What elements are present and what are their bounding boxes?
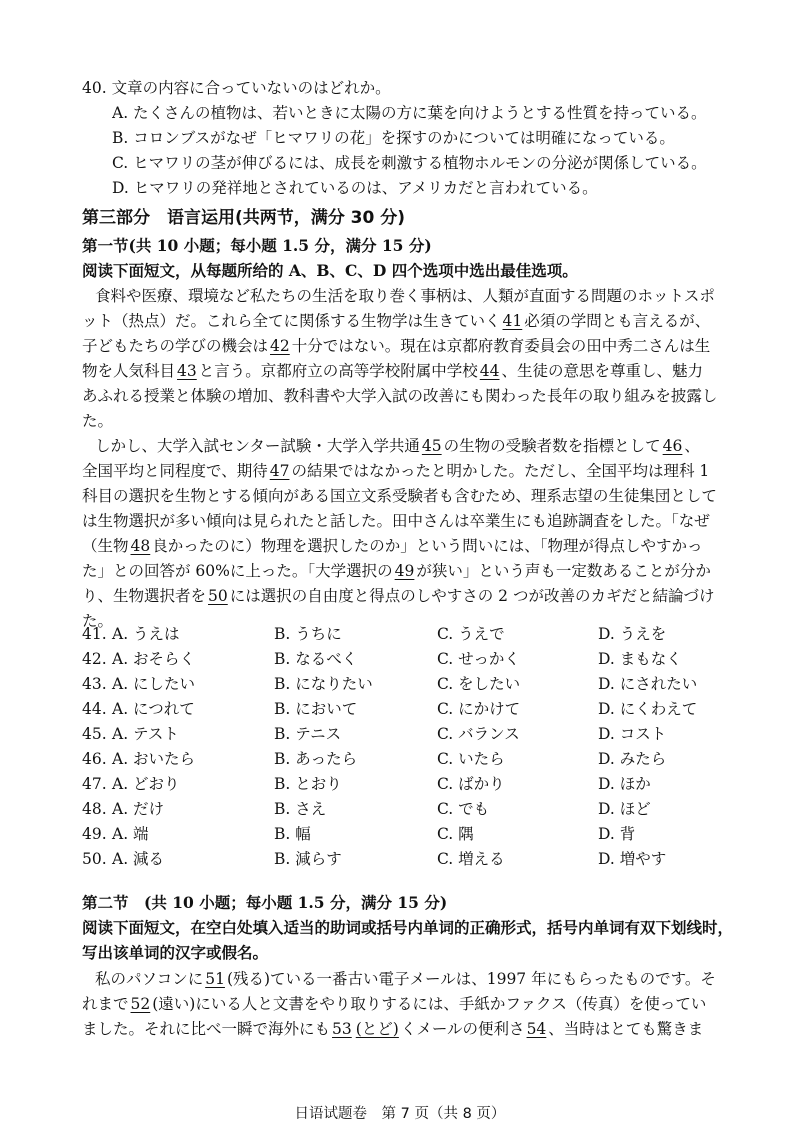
choice-number: 50. bbox=[82, 850, 107, 868]
choice-b: B. になりたい bbox=[274, 675, 373, 693]
choice-a: A. 端 bbox=[112, 825, 149, 843]
section1-title: 第一节(共 10 小题；每小题 1.5 分，满分 15 分) bbox=[82, 236, 432, 255]
choice-d: D. 背 bbox=[598, 825, 636, 843]
choice-number: 45. bbox=[82, 725, 107, 743]
choice-a: A. うえは bbox=[112, 625, 180, 643]
choice-number: 46. bbox=[82, 750, 107, 768]
passage2-line: た」との回答が 60%に上った。「大学選択の 49 が狭い」という声も一定数あることが分か bbox=[82, 559, 782, 583]
passage3-line: ました。それに比べ一瞬で海外にも 53 (とど) くメールの便利さ 54 、当時はとても驚きま bbox=[82, 1017, 782, 1041]
choice-row-42 bbox=[82, 647, 782, 671]
passage1-line: 食料や医療、環境など私たちの生活を取り巻く事柄は、人類が直面する問題のホットスポ bbox=[95, 287, 715, 305]
choice-a: A. どおり bbox=[112, 775, 180, 793]
section2-instructions: 写出该单词的汉字或假名。 bbox=[82, 943, 269, 962]
choice-row-41 bbox=[82, 622, 782, 646]
choice-row-44 bbox=[82, 697, 782, 721]
page-footer: 日语试题卷 第 7 页（共 8 页） bbox=[294, 1106, 506, 1122]
choice-c: C. 隅 bbox=[437, 825, 474, 843]
choice-c: C. いたら bbox=[437, 750, 505, 768]
blank-49: 49 bbox=[394, 562, 415, 580]
part3-title: 第三部分 语言运用(共两节，满分 30 分) bbox=[82, 208, 406, 228]
choice-b: B. なるべく bbox=[274, 650, 358, 668]
choice-a: A. テスト bbox=[112, 725, 179, 743]
q40-stem: 40. 文章の内容に合っていないのはどれか。 bbox=[82, 79, 391, 97]
choice-d: D. コスト bbox=[598, 725, 667, 743]
blank-51: 51 bbox=[205, 970, 225, 988]
blank-43: 43 bbox=[177, 362, 197, 380]
choice-d: D. にくわえて bbox=[598, 700, 698, 718]
choice-c: C. せっかく bbox=[437, 650, 520, 668]
choice-a: A. にしたい bbox=[112, 675, 196, 693]
choice-b: B. 幅 bbox=[274, 825, 311, 843]
blank-54: 54 bbox=[526, 1020, 547, 1038]
choice-b: B. とおり bbox=[274, 775, 342, 793]
choice-d: D. ほか bbox=[598, 775, 651, 793]
passage1-line: ット（热点）だ。これら全てに関係する生物学は生きていく 41 必須の学問とも言えるが、 bbox=[82, 309, 782, 333]
passage1-line: あふれる授業と体験の増加、教科書や大学入試の改善にも関わった長年の取り組みを披露し bbox=[82, 387, 718, 405]
blank-46: 46 bbox=[662, 437, 683, 455]
choice-a: A. だけ bbox=[112, 800, 165, 818]
choice-row-43 bbox=[82, 672, 782, 696]
q40-option-d: D. ヒマワリの発祥地とされているのは、アメリカだと言われている。 bbox=[112, 179, 598, 197]
passage2-line: しかし、大学入試センター試験・大学入学共通 45 の生物の受験者数を指標として 46 、 bbox=[95, 434, 795, 458]
blank-48: 48 bbox=[130, 537, 151, 555]
choice-c: C. にかけて bbox=[437, 700, 521, 718]
choice-d: D. みたら bbox=[598, 750, 667, 768]
blank-47: 47 bbox=[269, 462, 290, 480]
choice-b: B. テニス bbox=[274, 725, 342, 743]
word-todo: (とど) bbox=[355, 1020, 399, 1038]
choice-d: D. にされたい bbox=[598, 675, 698, 693]
choice-row-49 bbox=[82, 822, 782, 846]
choice-b: B. さえ bbox=[274, 800, 327, 818]
choice-c: C. バランス bbox=[437, 725, 520, 743]
q40-option-a: A. たくさんの植物は、若いときに太陽の方に葉を向けようとする性質を持っている。 bbox=[112, 104, 707, 122]
passage1-line: 子どもたちの学びの機会は 42 十分ではない。現在は京都府教育委員会の田中秀二さんは生 bbox=[82, 334, 782, 358]
choice-number: 47. bbox=[82, 775, 107, 793]
passage1-line: た。 bbox=[82, 412, 114, 430]
choice-c: C. でも bbox=[437, 800, 490, 818]
passage3-line: れまで 52 (遠い)にいる人と文書をやり取りするには、手紙かファクス（传真）を使ってい bbox=[82, 992, 782, 1016]
passage2-line: た。 bbox=[82, 612, 114, 630]
blank-42: 42 bbox=[270, 337, 290, 355]
choice-a: A. 減る bbox=[112, 850, 165, 868]
choice-row-48 bbox=[82, 797, 782, 821]
choice-d: D. うえを bbox=[598, 625, 667, 643]
passage2-line: （生物 48 良かったのに）物理を選択したのか」という問いには、「物理が得点しやすかっ bbox=[82, 534, 782, 558]
choice-number: 44. bbox=[82, 700, 107, 718]
choice-number: 48. bbox=[82, 800, 107, 818]
choice-d: D. 増やす bbox=[598, 850, 667, 868]
choice-a: A. おそらく bbox=[112, 650, 196, 668]
choice-row-46 bbox=[82, 747, 782, 771]
choice-row-47 bbox=[82, 772, 782, 796]
choice-b: B. あったら bbox=[274, 750, 358, 768]
blank-44: 44 bbox=[479, 362, 500, 380]
choice-number: 43. bbox=[82, 675, 107, 693]
passage1-line: 物を人気科目 43 と言う。京都府立の高等学校附属中学校 44 、生徒の意思を尊重し、魅力 bbox=[82, 359, 782, 383]
passage2-line: り、生物選択者を 50 には選択の自由度と得点のしやすさの 2 つが改善のカギだと結論づけ bbox=[82, 584, 782, 608]
choice-number: 41. bbox=[82, 625, 107, 643]
section1-instructions: 阅读下面短文，从每题所给的 A、B、C、D 四个选项中选出最佳选项。 bbox=[82, 261, 578, 280]
passage2-line: は生物選択が多い傾向は見られたと話した。田中さんは卒業生にも追跡調査をした。「なぜ bbox=[82, 512, 710, 530]
choice-a: A. につれて bbox=[112, 700, 195, 718]
choice-d: D. ほど bbox=[598, 800, 651, 818]
blank-53: 53 bbox=[332, 1020, 352, 1038]
passage2-line: 全国平均と同程度で、期待 47 の結果ではなかったと明かした。ただし、全国平均は理科 1 bbox=[82, 459, 782, 483]
choice-c: C. 増える bbox=[437, 850, 505, 868]
choice-c: C. をしたい bbox=[437, 675, 521, 693]
choice-number: 49. bbox=[82, 825, 107, 843]
q40-option-b: B. コロンブスがなぜ「ヒマワリの花」を探すのかについては明確になっている。 bbox=[112, 129, 675, 147]
blank-41: 41 bbox=[502, 312, 523, 330]
choice-c: C. ばかり bbox=[437, 775, 505, 793]
section2-instructions: 阅读下面短文，在空白处填入适当的助词或括号内单词的正确形式，括号内单词有双下划线时， bbox=[82, 918, 734, 937]
choice-a: A. おいたら bbox=[112, 750, 196, 768]
choice-c: C. うえで bbox=[437, 625, 505, 643]
choice-row-45 bbox=[82, 722, 782, 746]
choice-b: B. において bbox=[274, 700, 358, 718]
passage2-line: 科目の選択を生物とする傾向がある国立文系受験者も含むため、理系志望の生徒集団として bbox=[82, 487, 717, 505]
blank-50: 50 bbox=[208, 587, 228, 605]
choice-row-50 bbox=[82, 847, 782, 871]
choice-d: D. まもなく bbox=[598, 650, 682, 668]
blank-52: 52 bbox=[130, 995, 151, 1013]
section2-title: 第二节 (共 10 小题；每小题 1.5 分，满分 15 分) bbox=[82, 893, 448, 912]
choice-b: B. 減らす bbox=[274, 850, 342, 868]
q40-option-c: C. ヒマワリの茎が伸びるには、成長を刺激する植物ホルモンの分泌が関係している。 bbox=[112, 154, 707, 172]
passage3-line: 私のパソコンに 51 (残る)ている一番古い電子メールは、1997 年にもらったものです。そ bbox=[95, 967, 795, 991]
choice-number: 42. bbox=[82, 650, 107, 668]
blank-45: 45 bbox=[421, 437, 442, 455]
choice-b: B. うちに bbox=[274, 625, 342, 643]
